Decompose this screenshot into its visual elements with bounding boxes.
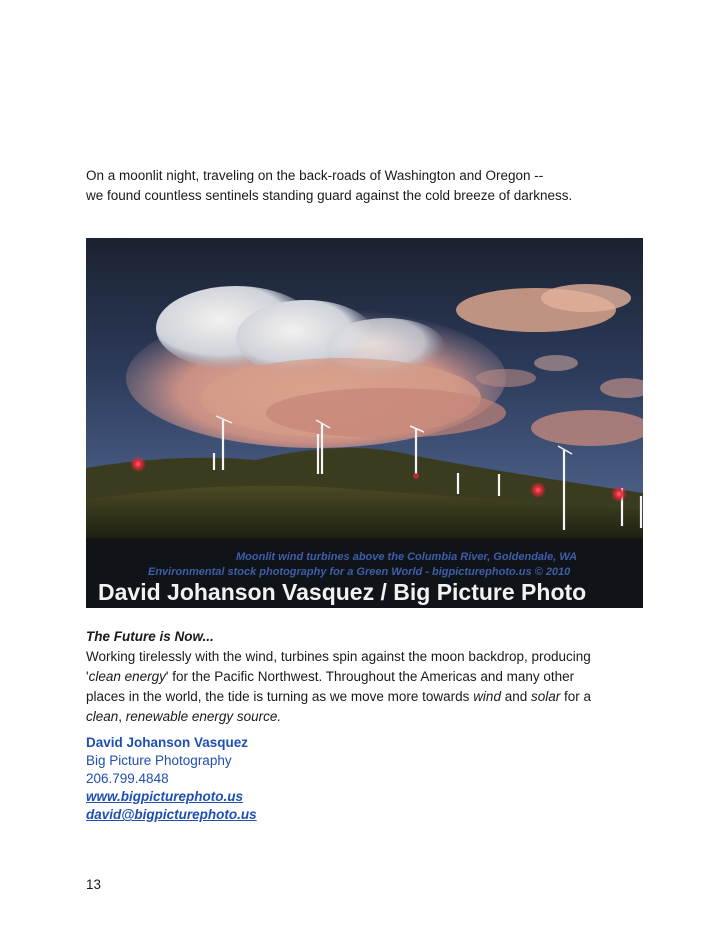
contact-block	[86, 734, 486, 824]
intro-line-1: On a moonlit night, traveling on the back-roads of Washington and Oregon --	[86, 168, 544, 183]
article-line-4: clean, renewable energy source.	[86, 709, 282, 724]
photo-illustration	[86, 238, 643, 608]
website-link[interactable]: www.bigpicturephoto.us	[86, 789, 243, 804]
wind-turbines-photo	[86, 238, 643, 608]
article-line-1: Working tirelessly with the wind, turbines spin against the moon backdrop, producing	[86, 649, 591, 664]
article-line-3: places in the world, the tide is turning as we move more towards wind and solar for a	[86, 689, 592, 704]
contact-company: Big Picture Photography	[86, 753, 232, 768]
photo-caption-line-2: Environmental stock photography for a Green World - bigpicturephoto.us © 2010	[148, 566, 571, 578]
clean-energy-emphasis: clean energy	[88, 669, 166, 684]
page-number: 13	[86, 877, 102, 892]
solar-emphasis: solar	[530, 689, 561, 704]
wind-emphasis: wind	[473, 689, 501, 704]
email-link[interactable]: david@bigpicturephoto.us	[86, 807, 257, 822]
intro-paragraph	[86, 166, 686, 206]
article-heading: The Future is Now...	[86, 629, 214, 644]
clean-emphasis: clean	[86, 709, 119, 724]
photo-caption-line-1: Moonlit wind turbines above the Columbia River, Goldendale, WA	[236, 551, 578, 563]
contact-name: David Johanson Vasquez	[86, 735, 249, 750]
intro-line-2: we found countless sentinels standing guard against the cold breeze of darkness.	[86, 188, 573, 203]
contact-phone: 206.799.4848	[86, 771, 169, 786]
renewable-emphasis: renewable energy source.	[125, 709, 282, 724]
article-line-2: 'clean energy' for the Pacific Northwest. Throughout the Americas and many other	[86, 669, 575, 684]
article-body	[86, 627, 646, 727]
photo-credit: David Johanson Vasquez / Big Picture Photo	[98, 579, 587, 605]
